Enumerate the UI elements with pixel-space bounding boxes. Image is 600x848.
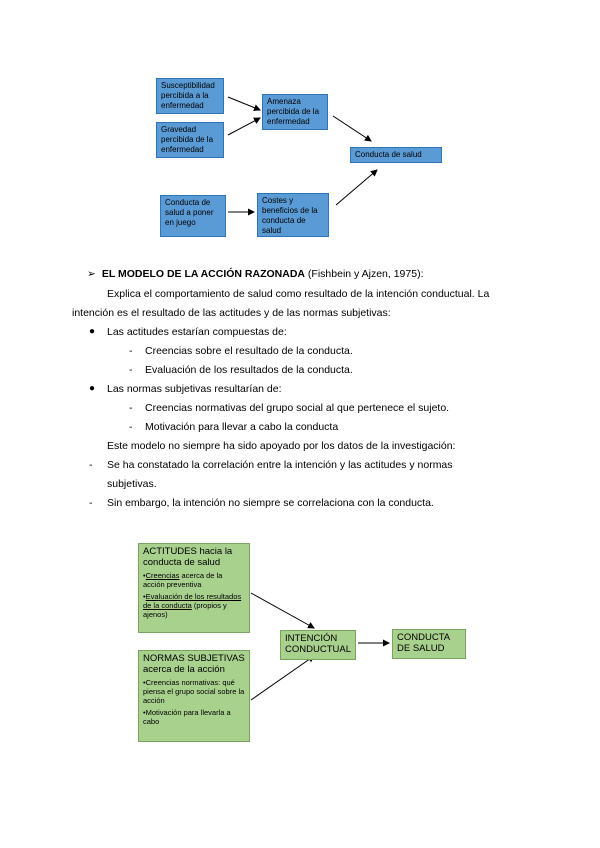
arrow-actitudes-intencion: [251, 593, 314, 628]
normas-box: [138, 650, 250, 742]
normas-heading: Las normas subjetivas resultarían de:: [107, 383, 282, 395]
amenaza-label: Amenaza percibida de la enfermedad: [267, 97, 320, 126]
arrow-gravedad-amenaza: [228, 118, 260, 135]
bullet-mark: •: [143, 678, 146, 687]
actitudes-heading: Las actitudes estarían compuestas de:: [107, 326, 287, 338]
normas-box-title: NORMAS SUBJETIVAS acerca de la acción: [143, 653, 245, 675]
bullet-mark: •: [143, 571, 146, 580]
conducta-poner-label: Conducta de salud a poner en juego: [165, 198, 214, 227]
actitudes-box-title: ACTITUDES hacia la conducta de salud: [143, 546, 233, 568]
actitudes-item-1: Creencias sobre el resultado de la conducta.: [145, 345, 353, 357]
hallazgo-1-line1: Se ha constatado la correlación entre la intención y las actitudes y normas: [107, 459, 453, 471]
bullet-mark: •: [143, 592, 146, 601]
dash-hallazgo-1: -: [89, 459, 93, 471]
para1-line1: Explica el comportamiento de salud como resultado de la intención conductual. La: [107, 288, 490, 300]
hallazgo-1-line2: subjetivas.: [107, 478, 157, 490]
arrow-normas-intencion: [251, 656, 314, 700]
normas-item-2-text: Motivación para llevarla a cabo: [143, 708, 231, 726]
section-citation: (Fishbein y Ajzen, 1975):: [305, 268, 424, 280]
susceptibilidad-label: Susceptibilidad percibida a la enfermedad: [161, 81, 215, 110]
bullet-normas: ●: [89, 383, 96, 394]
dash-actitudes-1: -: [129, 345, 133, 357]
creencias-underlined: Creencias: [145, 571, 180, 580]
section-bullet: ➢: [87, 268, 96, 280]
section-heading: [87, 268, 424, 281]
actitudes-box: [138, 543, 250, 633]
dash-actitudes-2: -: [129, 364, 133, 376]
bullet-actitudes: ●: [89, 326, 96, 337]
apoyo-text: Este modelo no siempre ha sido apoyado por los datos de la investigación:: [107, 440, 456, 452]
normas-box-item-2: [143, 708, 245, 726]
creencias-rest: acerca de la acción preventiva: [143, 571, 223, 589]
intencion-box: [280, 630, 356, 660]
conducta-box: [392, 629, 466, 659]
normas-item-1: Creencias normativas del grupo social al que pertenece el sujeto.: [145, 402, 450, 414]
arrow-susceptibilidad-amenaza: [228, 97, 260, 110]
evaluacion-underlined: Evaluación de los resultados de la conducta: [143, 592, 242, 610]
normas-box-item-1: [143, 678, 245, 705]
conducta-salud-label: Conducta de salud: [355, 150, 422, 159]
arrow-amenaza-conducta: [333, 116, 371, 141]
normas-item-2: Motivación para llevar a cabo la conducta: [145, 421, 339, 433]
para1-line2: intención es el resultado de las actitudes y de las normas subjetivas:: [72, 307, 391, 319]
section-title: EL MODELO DE LA ACCIÓN RAZONADA: [101, 268, 306, 280]
actitudes-box-item-2: [143, 592, 245, 619]
actitudes-box-item-1: [143, 571, 245, 589]
normas-item-1-text: Creencias normativas: qué piensa el grupo social sobre la acción: [143, 678, 245, 705]
evaluacion-rest: (propios y ajenos): [143, 601, 227, 619]
dash-normas-1: -: [129, 402, 133, 414]
gravedad-label: Gravedad percibida de la enfermedad: [161, 125, 214, 154]
hallazgo-2: Sin embargo, la intención no siempre se correlaciona con la conducta.: [107, 497, 434, 509]
dash-hallazgo-2: -: [89, 497, 93, 509]
dash-normas-2: -: [129, 421, 133, 433]
costes-label: Costes y beneficios de la conducta de salud: [262, 196, 318, 235]
arrow-costes-conducta: [336, 170, 377, 205]
conducta-label: CONDUCTA DE SALUD: [397, 632, 450, 654]
bullet-mark: •: [143, 708, 146, 717]
intencion-label: INTENCIÓN CONDUCTUAL: [285, 633, 351, 655]
actitudes-item-2: Evaluación de los resultados de la conducta.: [145, 364, 353, 376]
